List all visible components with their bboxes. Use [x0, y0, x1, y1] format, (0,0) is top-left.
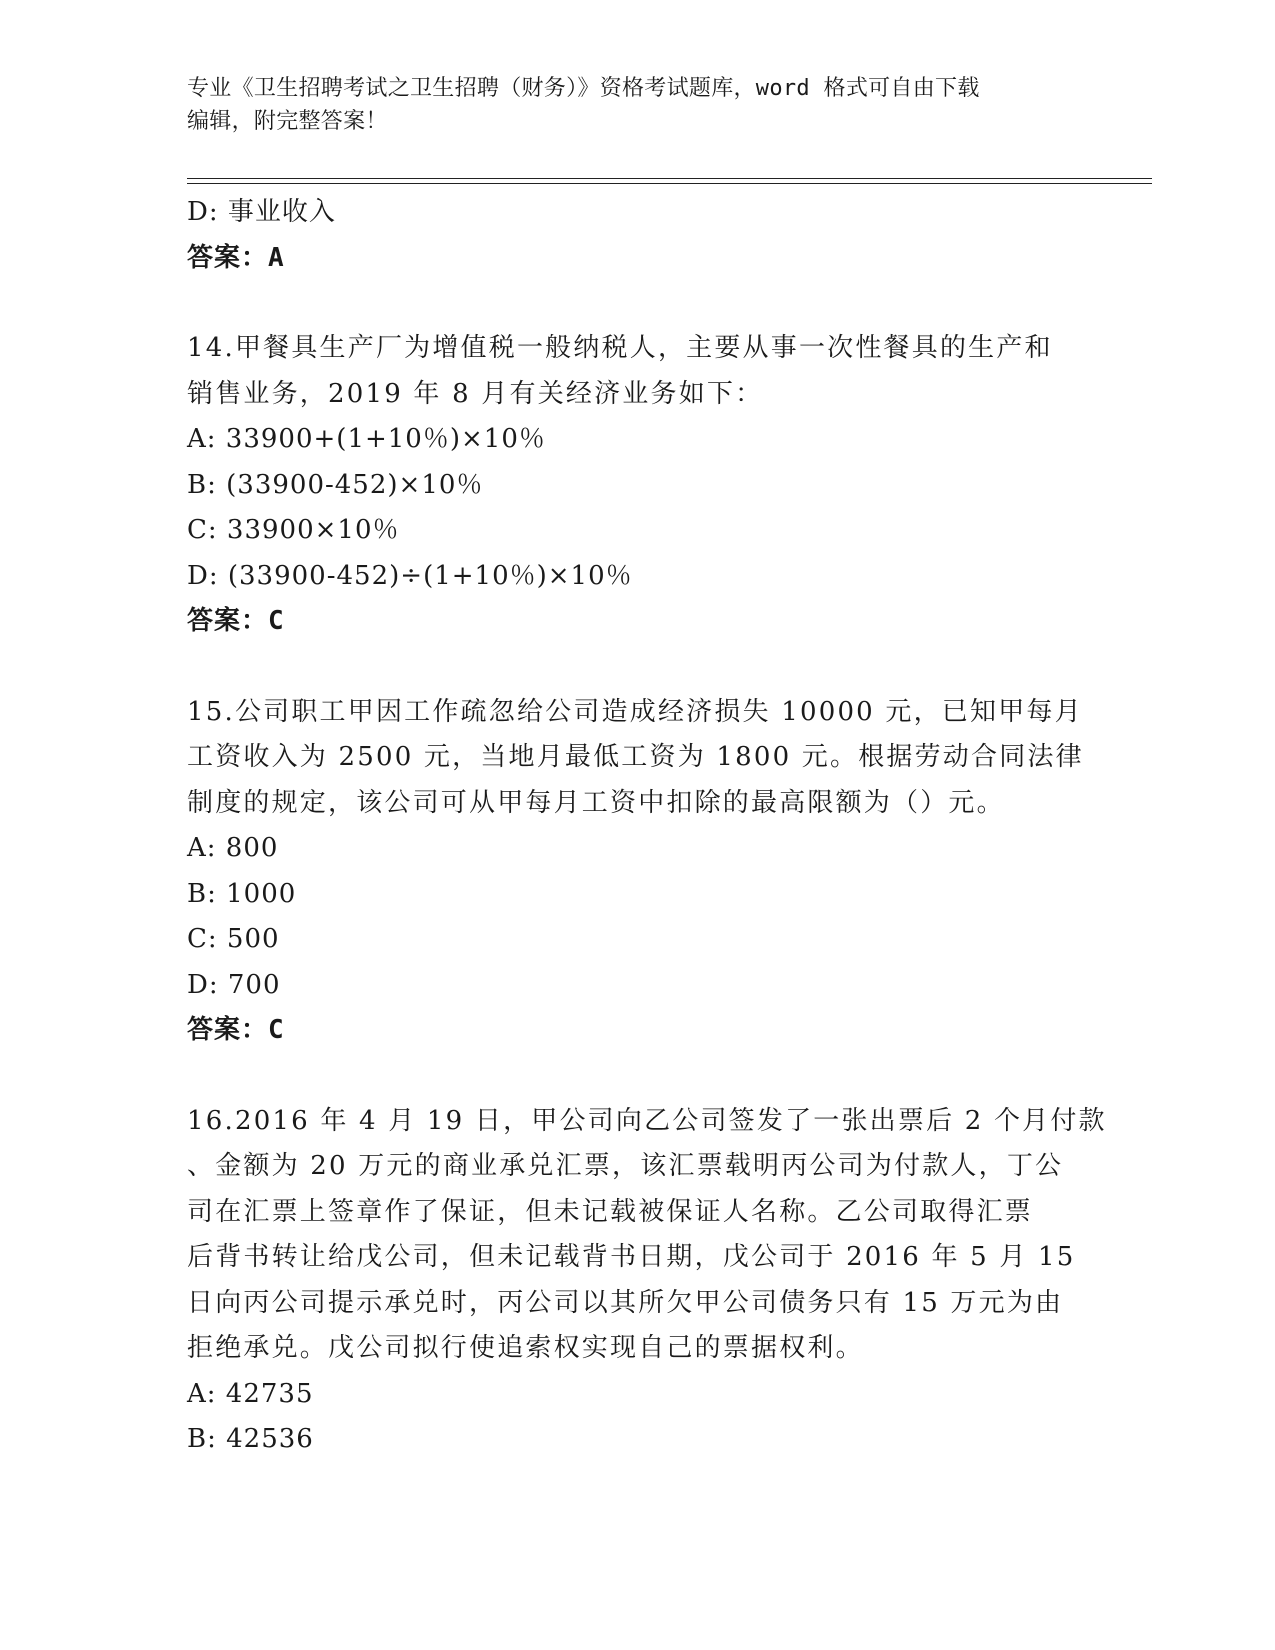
q16-stem-line: 日向丙公司提示承兑时，丙公司以其所欠甲公司债务只有 15 万元为由 [187, 1287, 1064, 1318]
q14-stem-line: 14.甲餐具生产厂为增值税一般纳税人，主要从事一次性餐具的生产和 [187, 333, 1053, 363]
header-line-1: 专业《卫生招聘考试之卫生招聘（财务）》资格考试题库，word 格式可自由下载 [187, 76, 980, 101]
header-divider-top [187, 178, 1152, 179]
q16-stem [187, 1099, 1107, 1372]
page-header [187, 72, 1067, 138]
q16-stem-line: 16.2016 年 4 月 19 日，甲公司向乙公司签发了一张出票后 2 个月付款 [187, 1105, 1107, 1136]
q15-option-c: C: 500 [187, 924, 280, 954]
q15-option-a: A: 800 [187, 833, 279, 863]
q14-option-b: B: (33900-452)×10％ [187, 469, 484, 500]
q16-option-a: A: 42735 [187, 1378, 314, 1409]
q14-answer: 答案：C [187, 606, 285, 636]
spacer [187, 281, 1067, 326]
q15-option-b: B: 1000 [187, 878, 297, 909]
q16-stem-line: 、金额为 20 万元的商业承兑汇票，该汇票载明丙公司为付款人，丁公 [187, 1151, 1064, 1181]
q15-answer: 答案：C [187, 1015, 285, 1045]
q16-stem-line: 拒绝承兑。戊公司拟行使追索权实现自己的票据权利。 [187, 1333, 864, 1363]
q16-option-b: B: 42536 [187, 1424, 314, 1454]
q13-answer: 答案：A [187, 242, 285, 273]
q16-stem-line: 后背书转让给戊公司，但未记载背书日期，戊公司于 2016 年 5 月 15 [187, 1242, 1076, 1272]
q15-stem [187, 690, 1084, 827]
q15-stem-line: 15.公司职工甲因工作疏忽给公司造成经济损失 10000 元，已知甲每月 [187, 696, 1083, 727]
spacer [187, 1054, 1067, 1099]
header-divider-bottom [187, 183, 1152, 184]
q14-option-c: C: 33900×10％ [187, 515, 400, 545]
q14-option-a: A: 33900+(1+10％)×10％ [187, 424, 546, 454]
spacer [187, 645, 1067, 690]
q14-stem-line: 销售业务，2019 年 8 月有关经济业务如下： [187, 378, 764, 409]
q14-option-d: D: (33900-452)÷(1+10％)×10％ [187, 560, 633, 591]
q15-option-d: D: 700 [187, 969, 281, 1000]
q15-stem-line: 工资收入为 2500 元，当地月最低工资为 1800 元。根据劳动合同法律 [187, 742, 1084, 772]
header-line-2: 编辑，附完整答案！ [187, 109, 388, 134]
q14-stem [187, 326, 1067, 417]
q16-stem-line: 司在汇票上签章作了保证，但未记载被保证人名称。乙公司取得汇票 [187, 1196, 1034, 1227]
q15-stem-line: 制度的规定，该公司可从甲每月工资中扣除的最高限额为（）元。 [187, 787, 1005, 818]
question-content [187, 190, 1107, 1463]
q13-option-d: D: 事业收入 [187, 197, 336, 227]
